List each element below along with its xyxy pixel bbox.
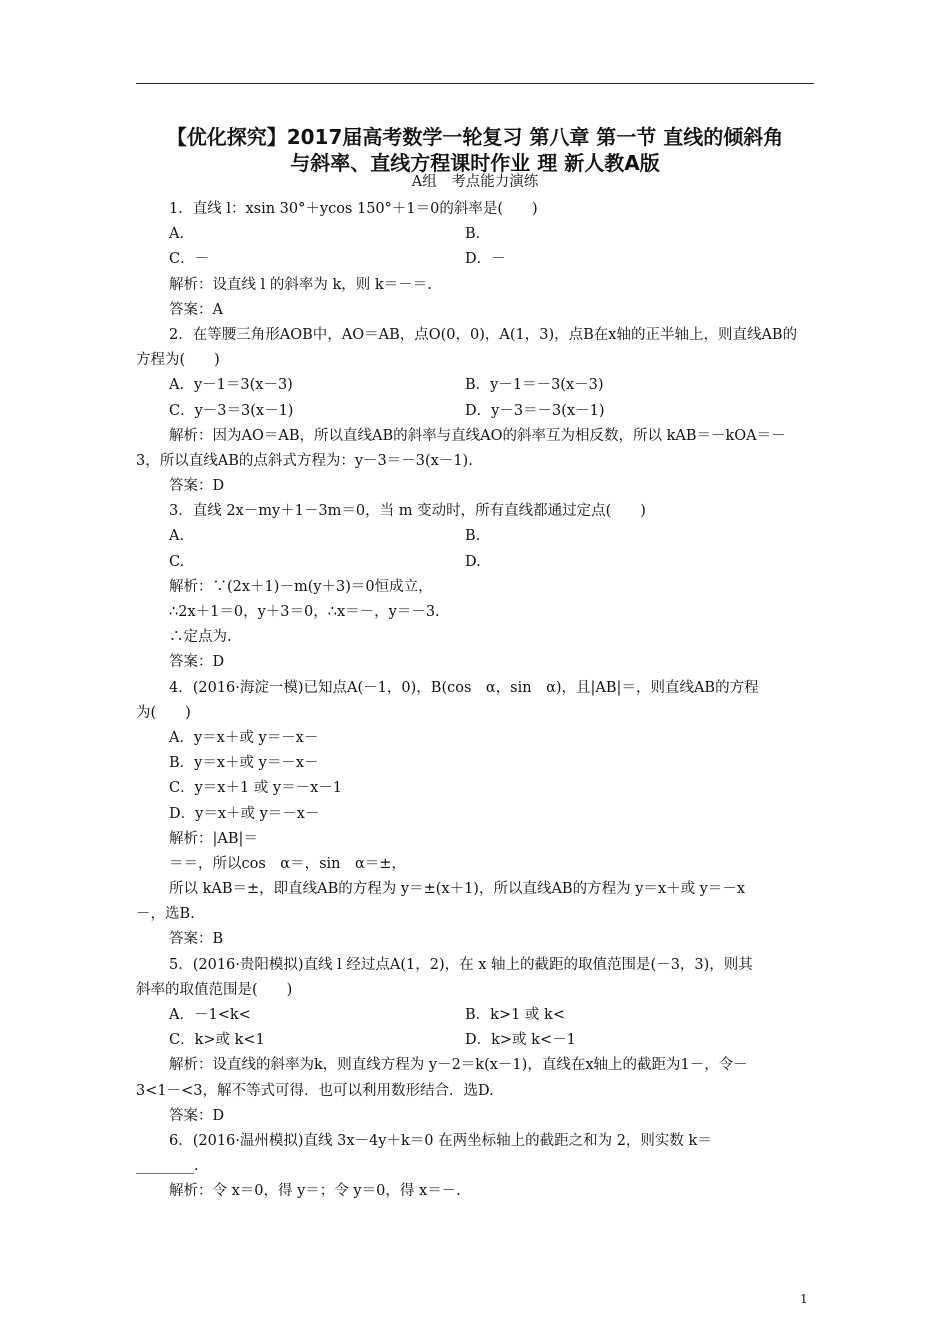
text-line: 3，所以直线AB的点斜式方程为：y－3＝－3(x－1). — [136, 452, 473, 469]
option-left: C．－ — [169, 251, 210, 268]
text-line: 答案：A — [169, 301, 223, 318]
text-line: 斜率的取值范围是( ) — [136, 981, 293, 998]
text-line: 答案：D — [169, 478, 225, 495]
text-line: B．y＝x＋或 y＝－x－ — [169, 755, 319, 772]
text-line: 3<1－<3，解不等式可得．也可以利用数形结合．选D. — [136, 1082, 494, 1099]
option-left: A．y－1＝3(x－3) — [169, 377, 293, 394]
option-row — [136, 222, 814, 247]
document-body — [136, 197, 814, 1205]
option-right: B. — [465, 528, 481, 545]
text-line: 答案：D — [169, 1107, 225, 1124]
text-line: 解析：设直线 l 的斜率为 k，则 k＝－＝. — [169, 276, 432, 293]
text-line: ＝＝，所以cos α＝，sin α＝±， — [169, 855, 406, 872]
option-right: D. — [465, 553, 481, 570]
option-row — [136, 1003, 814, 1028]
section-heading: A组 考点能力演练 — [411, 174, 539, 190]
title-line-2: 与斜率、直线方程课时作业 理 新人教A版 — [290, 151, 660, 175]
option-row — [136, 399, 814, 424]
page-number: 1 — [800, 1292, 808, 1306]
text-line: A．y＝x＋或 y＝－x－ — [169, 729, 319, 746]
text-line: 4．(2016·海淀一模)已知点A(－1，0)，B(cos α，sin α)，且|AB|＝，则直线AB的方程 — [169, 679, 759, 696]
header-rule — [136, 83, 814, 84]
text-line: 为( ) — [136, 704, 191, 721]
text-line: 6．(2016·温州模拟)直线 3x－4y＋k＝0 在两坐标轴上的截距之和为 2，则实数 k＝ — [169, 1132, 712, 1149]
option-row — [136, 373, 814, 398]
text-line: 1．直线 l：xsin 30°＋ycos 150°＋1＝0的斜率是( ) — [169, 201, 538, 217]
text-line: ________. — [136, 1158, 199, 1175]
option-right: D．y－3＝－3(x－1) — [465, 402, 605, 419]
option-left: A．－1<k< — [169, 1007, 251, 1023]
option-left: A. — [169, 226, 185, 243]
text-line: C．y＝x＋1 或 y＝－x－1 — [169, 780, 343, 797]
option-right: B．k>1 或 k< — [465, 1007, 565, 1023]
option-right: D．k>或 k<－1 — [465, 1032, 576, 1049]
text-line: 3．直线 2x－my＋1－3m＝0，当 m 变动时，所有直线都通过定点( ) — [169, 503, 646, 520]
text-line: 5．(2016·贵阳模拟)直线 l 经过点A(1，2)，在 x 轴上的截距的取值范围是(－3，3)，则其 — [169, 956, 753, 973]
option-row — [136, 247, 814, 272]
text-line: 答案：D — [169, 654, 225, 671]
text-line: 2．在等腰三角形AOB中，AO＝AB，点O(0，0)，A(1，3)，点B在x轴的正半轴上，则直线AB的 — [169, 326, 798, 343]
option-right: B. — [465, 226, 481, 243]
text-line: 解析：|AB|＝ — [169, 830, 258, 847]
option-row — [136, 550, 814, 575]
text-line: －，选B. — [136, 906, 195, 923]
option-left: C．k>或 k<1 — [169, 1032, 265, 1049]
text-line: 答案：B — [169, 931, 224, 948]
document-title — [136, 124, 814, 176]
text-line: ∴定点为. — [169, 629, 232, 646]
text-line: ∴2x＋1＝0，y＋3＝0，∴x＝－，y＝－3. — [169, 604, 440, 620]
option-right: D．－ — [465, 251, 506, 268]
text-line: 所以 kAB＝±，即直线AB的方程为 y＝±(x＋1)，所以直线AB的方程为 y＝x＋或 y＝－x — [169, 881, 746, 898]
option-left: C. — [169, 553, 185, 570]
option-right: B．y－1＝－3(x－3) — [465, 377, 604, 394]
text-line: 解析：设直线的斜率为k，则直线方程为 y－2＝k(x－1)，直线在x轴上的截距为1－，令－ — [169, 1057, 748, 1074]
option-row — [136, 524, 814, 549]
text-line: D．y＝x＋或 y＝－x－ — [169, 805, 320, 822]
option-row — [136, 1028, 814, 1053]
text-line: 解析：因为AO＝AB，所以直线AB的斜率与直线AO的斜率互为相反数，所以 kAB＝－kOA＝－ — [169, 427, 786, 444]
title-line-1: 【优化探究】2017届高考数学一轮复习 第八章 第一节 直线的倾斜角 — [166, 125, 784, 149]
option-left: A. — [169, 528, 185, 545]
option-left: C．y－3＝3(x－1) — [169, 402, 294, 419]
text-line: 方程为( ) — [136, 352, 220, 369]
text-line: 解析：∵(2x＋1)－m(y＋3)＝0恒成立， — [169, 578, 433, 595]
text-line: 解析：令 x＝0，得 y＝；令 y＝0，得 x＝－. — [169, 1183, 461, 1200]
